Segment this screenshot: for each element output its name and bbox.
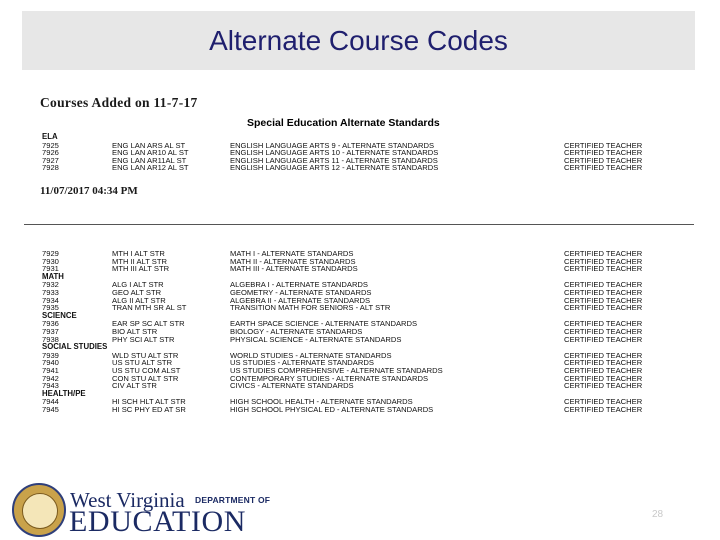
category-label: HEALTH/PE (42, 388, 86, 398)
course-title: ENGLISH LANGUAGE ARTS 11 - ALTERNATE STANDARDS (230, 155, 438, 165)
category-label: SCIENCE (42, 310, 77, 320)
course-short-name: US STU COM ALST (112, 365, 181, 375)
course-short-name: ENG LAN AR12 AL ST (112, 163, 189, 173)
course-short-name: BIO ALT STR (112, 326, 158, 336)
document-timestamp: 11/07/2017 04:34 PM (40, 185, 138, 197)
course-code: 7938 (42, 334, 59, 344)
course-code: 7929 (42, 249, 59, 258)
course-title: ALGEBRA II - ALTERNATE STANDARDS (230, 295, 371, 305)
course-row (32, 304, 694, 312)
course-code: 7925 (42, 140, 59, 150)
scanned-document (32, 88, 694, 443)
course-code: 7944 (42, 397, 59, 407)
document-heading: Courses Added on 11-7-17 (40, 95, 198, 110)
course-code: 7930 (42, 256, 59, 266)
certification: CERTIFIED TEACHER (564, 280, 643, 290)
course-title: PHYSICAL SCIENCE - ALTERNATE STANDARDS (230, 334, 402, 344)
top-course-list (32, 133, 694, 172)
course-title: US STUDIES COMPREHENSIVE - ALTERNATE STANDARDS (230, 365, 443, 375)
course-code: 7927 (42, 155, 59, 165)
course-title: ENGLISH LANGUAGE ARTS 9 - ALTERNATE STANDARDS (230, 140, 435, 150)
course-row (32, 382, 694, 390)
certification: CERTIFIED TEACHER (564, 397, 643, 407)
category-label: SOCIAL STUDIES (42, 342, 108, 352)
course-title: EARTH SPACE SCIENCE - ALTERNATE STANDARDS (230, 319, 418, 329)
course-title: MATH I - ALTERNATE STANDARDS (230, 249, 354, 258)
state-seal-icon (12, 483, 66, 537)
course-code: 7940 (42, 358, 59, 368)
course-short-name: HI SCH HLT ALT STR (112, 397, 186, 407)
document-subheading: Special Education Alternate Standards (247, 117, 440, 129)
title-bar (22, 11, 695, 70)
course-row (32, 164, 694, 172)
course-row (32, 336, 694, 344)
course-row (32, 265, 694, 273)
course-title: MATH III - ALTERNATE STANDARDS (230, 264, 358, 274)
certification: CERTIFIED TEACHER (564, 350, 643, 360)
course-code: 7932 (42, 280, 59, 290)
course-short-name: CIV ALT STR (112, 381, 157, 391)
course-title: CONTEMPORARY STUDIES - ALTERNATE STANDARDS (230, 373, 429, 383)
certification: CERTIFIED TEACHER (564, 326, 643, 336)
course-short-name: WLD STU ALT STR (112, 350, 179, 360)
course-code: 7943 (42, 381, 59, 391)
page-number: 28 (652, 509, 664, 520)
category-label: ELA (42, 132, 58, 141)
footer (0, 470, 720, 540)
course-code: 7941 (42, 365, 59, 375)
course-title: MATH II - ALTERNATE STANDARDS (230, 256, 356, 266)
course-code: 7931 (42, 264, 59, 274)
course-short-name: ALG II ALT STR (112, 295, 166, 305)
course-code: 7934 (42, 295, 59, 305)
certification: CERTIFIED TEACHER (564, 163, 643, 173)
certification: CERTIFIED TEACHER (564, 140, 643, 150)
course-code: 7926 (42, 148, 59, 158)
course-short-name: GEO ALT STR (112, 287, 162, 297)
course-title: US STUDIES - ALTERNATE STANDARDS (230, 358, 374, 368)
certification: CERTIFIED TEACHER (564, 365, 643, 375)
course-short-name: HI SC PHY ED AT SR (112, 404, 186, 414)
education-label: EDUCATION (69, 505, 247, 538)
certification: CERTIFIED TEACHER (564, 358, 643, 368)
course-short-name: EAR SP SC ALT STR (112, 319, 185, 329)
course-short-name: MTH III ALT STR (112, 264, 170, 274)
page-divider (24, 224, 694, 225)
course-title: ENGLISH LANGUAGE ARTS 10 - ALTERNATE STANDARDS (230, 148, 439, 158)
course-code: 7939 (42, 350, 59, 360)
course-short-name: ENG LAN AR11AL ST (112, 155, 187, 165)
course-short-name: CON STU ALT STR (112, 373, 179, 383)
course-short-name: ENG LAN AR10 AL ST (112, 148, 189, 158)
course-code: 7933 (42, 287, 59, 297)
course-title: WORLD STUDIES - ALTERNATE STANDARDS (230, 350, 392, 360)
slide-title: Alternate Course Codes (209, 24, 508, 56)
course-title: HIGH SCHOOL HEALTH - ALTERNATE STANDARDS (230, 397, 413, 407)
bottom-course-list (32, 250, 694, 413)
course-title: GEOMETRY - ALTERNATE STANDARDS (230, 287, 372, 297)
course-short-name: MTH I ALT STR (112, 249, 165, 258)
category-label: MATH (42, 271, 64, 281)
course-code: 7935 (42, 303, 59, 313)
certification: CERTIFIED TEACHER (564, 334, 643, 344)
certification: CERTIFIED TEACHER (564, 287, 643, 297)
course-short-name: MTH II ALT STR (112, 256, 167, 266)
course-title: BIOLOGY - ALTERNATE STANDARDS (230, 326, 363, 336)
course-title: ALGEBRA I - ALTERNATE STANDARDS (230, 280, 368, 290)
certification: CERTIFIED TEACHER (564, 256, 643, 266)
department-label: DEPARTMENT OF (195, 495, 271, 505)
certification: CERTIFIED TEACHER (564, 148, 643, 158)
certification: CERTIFIED TEACHER (564, 295, 643, 305)
course-row (32, 406, 694, 414)
course-code: 7937 (42, 326, 59, 336)
course-title: HIGH SCHOOL PHYSICAL ED - ALTERNATE STANDARDS (230, 404, 434, 414)
course-code: 7928 (42, 163, 59, 173)
certification: CERTIFIED TEACHER (564, 381, 643, 391)
certification: CERTIFIED TEACHER (564, 404, 643, 414)
course-code: 7945 (42, 404, 59, 414)
certification: CERTIFIED TEACHER (564, 155, 643, 165)
course-short-name: US STU ALT STR (112, 358, 173, 368)
certification: CERTIFIED TEACHER (564, 249, 643, 258)
seal-center (22, 493, 58, 529)
course-title: CIVICS - ALTERNATE STANDARDS (230, 381, 354, 391)
course-short-name: PHY SCI ALT STR (112, 334, 175, 344)
org-name: West Virginia (70, 488, 185, 512)
course-code: 7936 (42, 319, 59, 329)
course-short-name: ENG LAN ARS AL ST (112, 140, 186, 150)
certification: CERTIFIED TEACHER (564, 264, 643, 274)
certification: CERTIFIED TEACHER (564, 319, 643, 329)
course-short-name: TRAN MTH SR AL ST (112, 303, 187, 313)
course-title: ENGLISH LANGUAGE ARTS 12 - ALTERNATE STANDARDS (230, 163, 439, 173)
course-title: TRANSITION MATH FOR SENIORS - ALT STR (230, 303, 391, 313)
course-short-name: ALG I ALT STR (112, 280, 164, 290)
certification: CERTIFIED TEACHER (564, 373, 643, 383)
certification: CERTIFIED TEACHER (564, 303, 643, 313)
course-code: 7942 (42, 373, 59, 383)
